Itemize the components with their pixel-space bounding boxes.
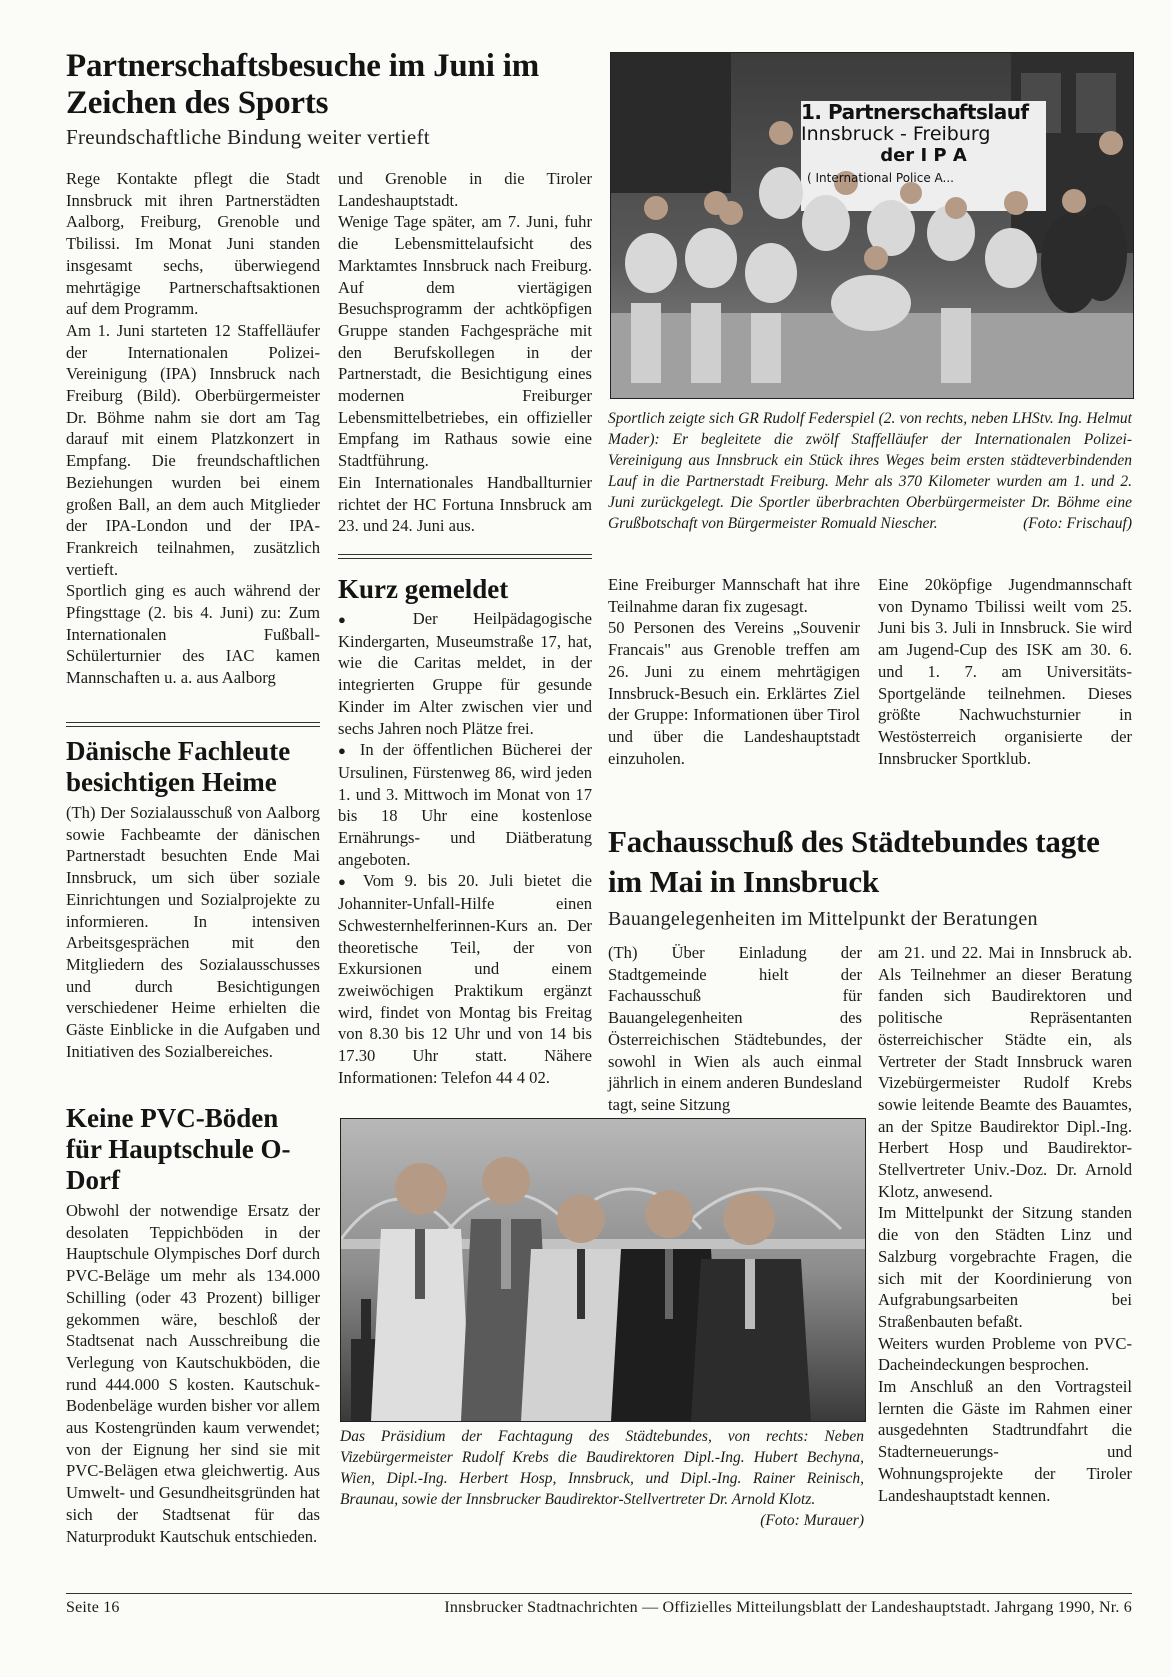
article3-headline: Keine PVC-Böden für Hauptschule O-Dorf <box>66 1103 291 1195</box>
page-number: Seite 16 <box>66 1599 120 1616</box>
paragraph: Wenige Tage später, am 7. Juni, fuhr die Lebensmittelaufsicht des Marktamtes Innsbruck nach Freiburg. Auf dem viertägigen Besuchsprogramm der achtköpfigen Gruppe standen Fachgespräche mit den Berufskollegen in der Partnerstadt, die Besichtigung eines modernen Freiburger Lebensmittelbetriebes, ein offizieller Empfang im Rathaus sowie eine Stadtführung. <box>338 212 592 471</box>
paragraph: (Th) Über Einladung der Stadtgemeinde hielt der Fachausschuß für Bauangelegenheiten des Österreichischen Städtebundes, der sowohl in Wien als auch einmal jährlich in einem anderen Bundesland tagt, seine Sitzung <box>608 943 862 1114</box>
presidium-photo <box>340 1118 866 1422</box>
banner-line: der I P A <box>880 145 967 166</box>
section-divider <box>66 722 320 727</box>
presidium-photo-caption <box>340 1426 864 1531</box>
news-list <box>338 608 592 1088</box>
banner-sign <box>801 101 1046 189</box>
article1-subheadline: Freundschaftliche Bindung weiter vertieft <box>66 125 430 149</box>
paragraph: Rege Kontakte pflegt die Stadt Innsbruck mit ihren Partnerstädten Aalborg, Freiburg, Grenoble und Tbilissi. Im Monat Juni standen insgesamt sechs, überwiegend mehrtägige Partnerschaftsaktionen auf dem Programm. <box>66 169 320 319</box>
paragraph: Am 1. Juni starteten 12 Staffelläufer der Internationalen Polizei-Vereinigung (IPA) Innsbruck nach Freiburg (Bild). Oberbürgermeister Dr. Böhme nahm sie dort am Tag darauf mit einem Platzkonzert in Empfang. Die freundschaftlichen Beziehungen wurden bei einem großen Ball, an dem auch Mitglieder der IPA-London und der IPA-Frankreich teilnahmen, zusätzlich vertieft. <box>66 320 320 579</box>
article1-column-1 <box>66 168 320 689</box>
photo-credit: (Foto: Murauer) <box>760 1512 864 1529</box>
relay-photo-caption <box>608 408 1132 534</box>
article2 <box>66 736 320 1062</box>
article1-column-4 <box>878 574 1132 769</box>
paragraph: Sportlich ging es auch während der Pfingsttage (2. bis 4. Juni) zu: Zum Internationalen Fußball-Schülerturnier des IAC kamen Mannschaften u. a. aus Aalborg <box>66 581 320 688</box>
bullet-icon: ● <box>338 874 353 890</box>
footer-rule <box>66 1593 1132 1594</box>
article3-body: Obwohl der notwendige Ersatz der desolaten Teppichböden in der Hauptschule Olympisches Dorf durch PVC-Beläge um mehr als 134.000 Schilling (oder 43 Prozent) billiger gekommen wäre, beschloß der Stadtsenat nach Ausschreibung die Verlegung von Kautschukböden, die rund 444.000 S kosten. Kautschuk-Bodenbeläge wurden bisher vor allem aus Kostengründen kaum verwendet; von der Eignung her sind sie mit PVC-Belägen etwa gleichwertig. Aus Umwelt- und Gesundheitsgründen hat sich der Stadtsenat für das Naturprodukt Kautschuk entschieden. <box>66 1201 320 1546</box>
banner-line: Innsbruck - Freiburg <box>801 123 991 145</box>
caption-text: Das Präsidium der Fachtagung des Städtebundes, von rechts: Neben Vizebürgermeister Rudolf Krebs die Baudirektoren Dipl.-Ing. Hubert Bechyna, Wien, Dipl.-Ing. Herbert Hosp, Innsbruck, und Dipl.-Ing. Rainer Reinisch, Braunau, sowie der Innsbrucker Baudirektor-Stellvertreter Dr. Arnold Klotz. <box>340 1428 864 1508</box>
paragraph: Im Mittelpunkt der Sitzung standen die von den Städten Linz und Salzburg vorgebrachte Fragen, die sich mit der Koordinierung von Aufgrabungsarbeiten bei Straßenbauten befaßt. <box>878 1203 1132 1331</box>
paragraph: Eine Freiburger Mannschaft hat ihre Teilnahme daran fix zugesagt. <box>608 575 860 616</box>
article1-headline: Partnerschaftsbesuche im Juni im Zeichen des Sports <box>66 48 539 121</box>
article4 <box>338 574 592 1088</box>
presidium-photo-image <box>341 1119 865 1421</box>
article1-column-2 <box>338 168 592 537</box>
banner-line: ( International Police A... <box>807 171 954 185</box>
article5-column-1 <box>608 942 862 1116</box>
bullet-icon: ● <box>338 743 351 759</box>
article1-header <box>66 48 586 150</box>
paragraph: am 21. und 22. Mai in Innsbruck ab. Als Teilnehmer an dieser Beratung fanden sich Baudirektoren und politische Repräsentanten österreichischer Städte ein, als Vertreter der Stadt Innsbruck waren Vizebürgermeister Rudolf Krebs sowie leitende Beamte des Bauamtes, an der Spitze Baudirektor Dipl.-Ing. Herbert Hosp und Baudirektor-Stellvertreter Univ.-Doz. Dr. Arnold Klotz, anwesend. <box>878 943 1132 1201</box>
bullet-icon: ● <box>338 612 378 627</box>
paragraph: Weiters wurden Probleme von PVC-Dacheindeckungen besprochen. <box>878 1333 1132 1375</box>
article5-headline: Fachausschuß des Städtebundes tagte im Mai in Innsbruck <box>608 824 1100 899</box>
column-divider <box>338 554 592 559</box>
list-item: ● Vom 9. bis 20. Juli bietet die Johanniter-Unfall-Hilfe einen Schwesternhelferinnen-Kurs an. Der theoretische Teil, der von Exkursionen und einem zweiwöchigen Praktikum ergänzt wird, findet von Montag bis Freitag von 8.30 bis 12 Uhr und von 14 bis 17.30 Uhr statt. Nähere Informationen: Telefon 44 4 02. <box>338 871 592 1087</box>
banner-line: 1. Partnerschaftslauf <box>801 100 1029 124</box>
paragraph: 50 Personen des Vereins „Souvenir Francais" aus Grenoble treffen am 26. Juni zu einem mehrtägigen Innsbruck-Besuch ein. Erklärtes Ziel der Gruppe: Informationen über Tirol und über die Landeshauptstadt einzuholen. <box>608 618 860 768</box>
paragraph: Eine 20köpfige Jugendmannschaft von Dynamo Tbilissi weilt vom 25. Juni bis 3. Juli in Innsbruck. Sie wird am Jugend-Cup des ISK am 30. 6. und 1. 7. am Universitäts-Sportgelände teilnehmen. Dieses größte Nachwuchsturnier in Westösterreich organisierte der Innsbrucker Sportklub. <box>878 575 1132 768</box>
list-item: ● Der Heilpädagogische Kindergarten, Museumstraße 17, hat, wie die Caritas meldet, in der integrierten Gruppe für gesunde Kinder im Alter zwischen vier und sechs Jahren noch Plätze frei. <box>338 609 592 738</box>
article5-header <box>608 822 1132 932</box>
article2-headline: Dänische Fachleute besichtigen Heime <box>66 736 291 797</box>
article2-body: (Th) Der Sozialausschuß von Aalborg sowie Fachbeamte der dänischen Partnerstadt besuchten Ende Mai Innsbruck, um sich über soziale Einrichtungen und Sozialprojekte zu informieren. In intensiven Arbeitsgesprächen mit den Mitgliedern des Sozialausschusses und durch Besichtigungen verschiedener Heime erhielten die Gäste Einblicke in die Aufgaben und Initiativen des Sozialbereiches. <box>66 803 320 1061</box>
article3 <box>66 1103 320 1547</box>
paragraph: und Grenoble in die Tiroler Landeshauptstadt. <box>338 169 592 210</box>
photo-credit: (Foto: Frischauf) <box>1023 515 1132 532</box>
list-item: ● In der öffentlichen Bücherei der Ursulinen, Fürstenweg 86, wird jeden 1. und 3. Mittwoch im Monat von 17 bis 18 Uhr eine kostenlose Ernährungs- und Diätberatung angeboten. <box>338 740 592 869</box>
article1-column-3 <box>608 574 860 769</box>
article5-column-2 <box>878 942 1132 1506</box>
article5-subheadline: Bauangelegenheiten im Mittelpunkt der Beratungen <box>608 908 1038 930</box>
paragraph: Im Anschluß an den Vortragsteil lernten die Gäste im Rahmen einer ausgedehnten Stadtrundfahrt die Stadterneuerungs- und Wohnungsprojekte der Tiroler Landeshauptstadt kennen. <box>878 1377 1132 1505</box>
relay-team-photo <box>610 52 1134 399</box>
publication-info: Innsbrucker Stadtnachrichten — Offizielles Mitteilungsblatt der Landeshauptstadt. Jahrgang 1990, Nr. 6 <box>444 1599 1132 1616</box>
paragraph: Ein Internationales Handballturnier richtet der HC Fortuna Innsbruck am 23. und 24. Juni aus. <box>338 472 592 536</box>
caption-text: Sportlich zeigte sich GR Rudolf Federspiel (2. von rechts, neben LHStv. Ing. Helmut Mader): Er begleitete die zwölf Staffelläufer der Internationalen Polizei-Vereinigung aus Innsbruck ein Stück ihres Weges beim ersten städteverbindenden Lauf in die Partnerstadt Freiburg. Mehr als 370 Kilometer wurden am 1. und 2. Juni zurückgelegt. Die Sportler überbrachten Oberbürgermeister Dr. Böhme eine Grußbotschaft von Bürgermeister Romuald Niescher. <box>608 410 1132 532</box>
page-footer <box>66 1599 1132 1617</box>
article4-headline: Kurz gemeldet <box>338 574 509 604</box>
